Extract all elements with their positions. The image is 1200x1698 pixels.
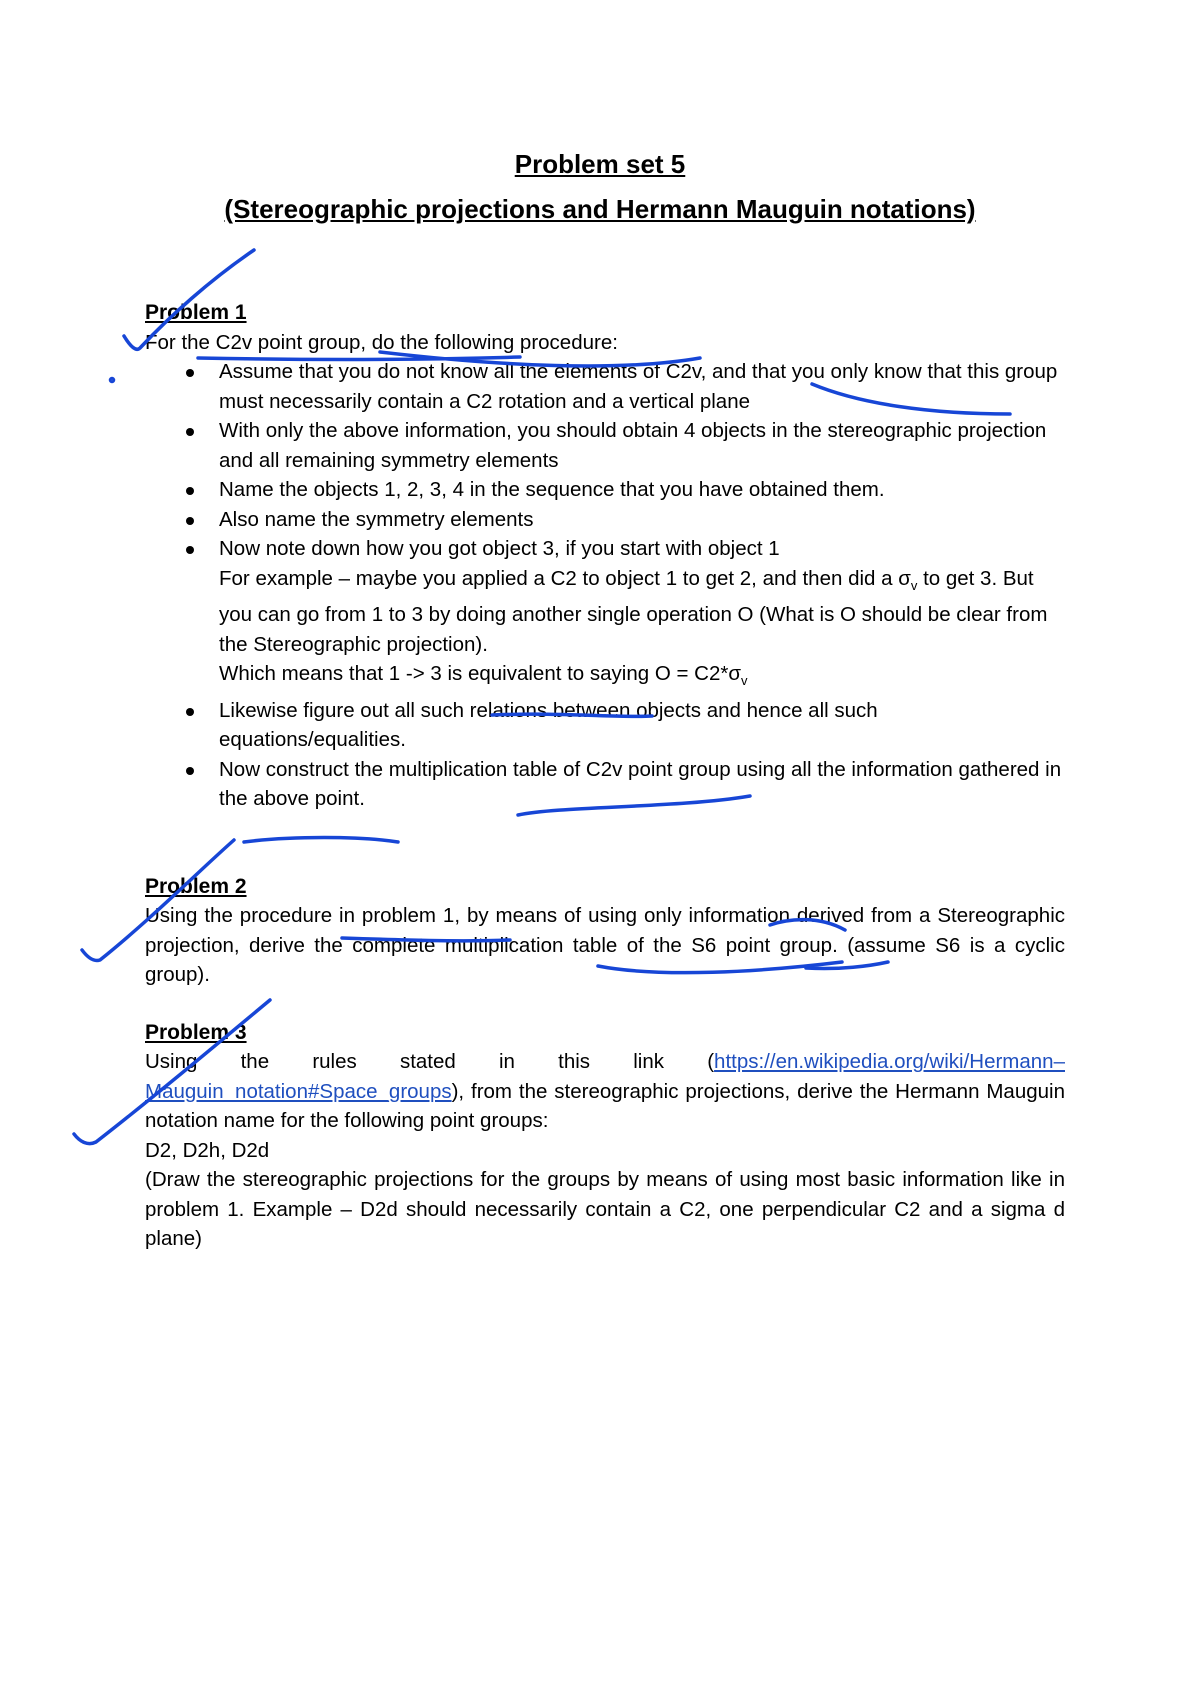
ink-dot <box>111 379 114 382</box>
problem-2 <box>145 872 1065 990</box>
list-item: With only the above information, you should obtain 4 objects in the stereographic projection and all remaining symmetry elements <box>145 416 1065 475</box>
document-body <box>145 298 1065 1254</box>
point-groups-list: D2, D2h, D2d <box>145 1138 270 1162</box>
problem-1 <box>145 298 1065 814</box>
problem-3-note: (Draw the stereographic projections for the groups by means of using most basic information like in problem 1. Example – D2d should necessarily contain a C2, one perpendicular C2 and a sigma d plane) <box>145 1168 1065 1251</box>
list-item: Likewise figure out all such relations between objects and hence all such equations/equalities. <box>145 696 1065 755</box>
list-item <box>145 534 1065 696</box>
problem-3-text: Using the rules stated in this link (https://en.wikipedia.org/wiki/Hermann–Mauguin_notation#Space_groups), from the stereographic projections, derive the Hermann Mauguin notation name for the following point groups: <box>145 1050 1065 1133</box>
list-item: Now construct the multiplication table of C2v point group using all the information gathered in the above point. <box>145 755 1065 814</box>
problem-3 <box>145 1018 1065 1254</box>
problem-1-heading: Problem 1 <box>145 301 247 324</box>
list-item: Assume that you do not know all the elements of C2v, and that you only know that this group must necessarily contain a C2 rotation and a vertical plane <box>145 357 1065 416</box>
page-subtitle: (Stereographic projections and Hermann Mauguin notations) <box>224 194 976 224</box>
page-title: Problem set 5 <box>514 149 686 179</box>
list-item-text: Now note down how you got object 3, if you start with object 1 <box>219 537 780 560</box>
wikipedia-link[interactable]: https://en.wikipedia.org/wiki/Hermann–Mauguin_notation#Space_groups <box>145 1050 1065 1103</box>
problem-1-intro: For the C2v point group, do the following procedure: <box>145 330 618 354</box>
equivalence-text: Which means that 1 -> 3 is equivalent to saying $O = C2*\sigma_v$ <box>219 662 748 689</box>
example-text: For example – maybe you applied a C2 to object 1 to get 2, and then did a $\sigma_v$ to get 3. But you can go from 1 to 3 by doing another single operation O (What is O should be clear from the Stereographic projection). <box>219 566 1048 656</box>
problem-1-steps <box>145 357 1065 814</box>
problem-2-text: Using the procedure in problem 1, by means of using only information derived from a Stereographic projection, derive the complete multiplication table of the S6 point group. (assume S6 is a cyclic group). <box>145 904 1065 987</box>
list-item: Name the objects 1, 2, 3, 4 in the sequence that you have obtained them. <box>145 475 1065 505</box>
list-item: Also name the symmetry elements <box>145 505 1065 535</box>
problem-2-heading: Problem 2 <box>145 874 247 898</box>
problem-3-heading: Problem 3 <box>145 1020 247 1044</box>
